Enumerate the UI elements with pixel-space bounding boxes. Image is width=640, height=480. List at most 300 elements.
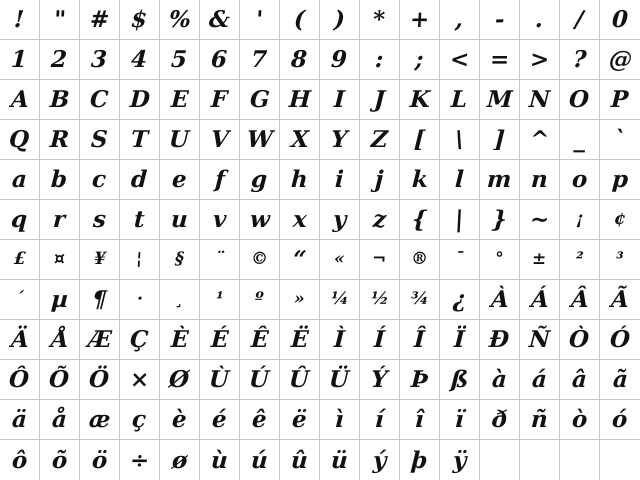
glyph-cell[interactable] — [560, 440, 600, 480]
glyph-cell[interactable] — [200, 200, 240, 240]
glyph-latin-small-p: p — [611, 166, 629, 193]
glyph-cell[interactable] — [160, 80, 200, 120]
glyph-cell[interactable] — [40, 80, 80, 120]
glyph-latin-small-a-acute: á — [531, 366, 548, 393]
glyph-cell[interactable] — [200, 120, 240, 160]
glyph-cell[interactable] — [560, 400, 600, 440]
glyph-cell[interactable] — [240, 120, 280, 160]
glyph-latin-small-eth: ð — [491, 406, 508, 433]
glyph-cell[interactable] — [320, 400, 360, 440]
glyph-cell[interactable] — [440, 440, 480, 480]
glyph-less-than-sign: < — [449, 46, 470, 73]
glyph-cell[interactable] — [280, 200, 320, 240]
glyph-digit-eight: 8 — [290, 46, 309, 73]
glyph-latin-small-ae: æ — [88, 406, 111, 433]
glyph-cell[interactable] — [40, 280, 80, 320]
glyph-cell[interactable] — [280, 120, 320, 160]
glyph-cell[interactable] — [400, 280, 440, 320]
glyph-cell[interactable] — [480, 120, 520, 160]
glyph-cell[interactable] — [520, 400, 560, 440]
glyph-cell[interactable] — [80, 40, 120, 80]
glyph-inverted-exclamation-mark: ¡ — [575, 209, 584, 229]
glyph-latin-capital-y: Y — [330, 126, 349, 153]
glyph-cell[interactable] — [0, 320, 40, 360]
glyph-cell[interactable] — [240, 160, 280, 200]
glyph-cell[interactable] — [240, 400, 280, 440]
glyph-latin-capital-u-diaeresis: Ü — [328, 366, 351, 393]
glyph-colon: : — [374, 46, 385, 73]
glyph-latin-small-b: b — [50, 166, 69, 193]
glyph-cell[interactable] — [440, 120, 480, 160]
glyph-latin-capital-e-grave: È — [170, 326, 189, 353]
glyph-cell[interactable] — [120, 200, 160, 240]
glyph-cell[interactable] — [240, 280, 280, 320]
glyph-cell[interactable] — [320, 440, 360, 480]
glyph-macron: ¯ — [454, 249, 465, 269]
glyph-cell[interactable] — [560, 280, 600, 320]
glyph-cell[interactable] — [560, 200, 600, 240]
glyph-latin-capital-a-diaeresis: Ä — [9, 326, 30, 353]
glyph-cell[interactable] — [120, 80, 160, 120]
glyph-cell[interactable] — [440, 80, 480, 120]
glyph-cell[interactable] — [360, 360, 400, 400]
glyph-cell[interactable] — [320, 120, 360, 160]
glyph-cell[interactable] — [600, 400, 640, 440]
glyph-cell[interactable] — [440, 280, 480, 320]
glyph-cell[interactable] — [360, 160, 400, 200]
glyph-latin-capital-o-circumflex: Ô — [8, 366, 31, 393]
glyph-cell[interactable] — [0, 200, 40, 240]
glyph-cell[interactable] — [0, 440, 40, 480]
glyph-cell[interactable] — [320, 40, 360, 80]
glyph-cell[interactable] — [40, 400, 80, 440]
glyph-cell[interactable] — [440, 0, 480, 40]
glyph-cell[interactable] — [0, 0, 40, 40]
glyph-cell[interactable] — [240, 40, 280, 80]
glyph-full-stop: . — [534, 6, 545, 33]
glyph-tilde: ~ — [529, 206, 550, 233]
glyph-cell[interactable] — [400, 0, 440, 40]
glyph-cell[interactable] — [200, 160, 240, 200]
glyph-cell[interactable] — [40, 200, 80, 240]
glyph-cell[interactable] — [560, 240, 600, 280]
glyph-cell[interactable] — [320, 200, 360, 240]
glyph-cell[interactable] — [40, 160, 80, 200]
glyph-latin-capital-t: T — [130, 126, 149, 153]
glyph-cell[interactable] — [0, 360, 40, 400]
glyph-cell[interactable] — [520, 80, 560, 120]
glyph-cell[interactable] — [120, 440, 160, 480]
glyph-latin-capital-ae: Æ — [86, 326, 113, 353]
glyph-cell[interactable] — [480, 80, 520, 120]
glyph-cell[interactable] — [600, 440, 640, 480]
glyph-cell[interactable] — [520, 240, 560, 280]
glyph-latin-small-w: w — [248, 206, 271, 233]
glyph-cell[interactable] — [0, 160, 40, 200]
glyph-cell[interactable] — [280, 320, 320, 360]
glyph-vertical-line: | — [454, 206, 465, 233]
glyph-cell[interactable] — [0, 400, 40, 440]
glyph-cell[interactable] — [560, 160, 600, 200]
glyph-pilcrow-sign: ¶ — [91, 286, 108, 313]
glyph-cell[interactable] — [320, 0, 360, 40]
glyph-cell[interactable] — [560, 320, 600, 360]
glyph-left-curly-bracket: { — [411, 206, 428, 233]
glyph-cell[interactable] — [240, 80, 280, 120]
glyph-cell[interactable] — [160, 200, 200, 240]
glyph-question-mark: ? — [572, 46, 587, 73]
glyph-cell[interactable] — [240, 240, 280, 280]
glyph-cell[interactable] — [200, 400, 240, 440]
glyph-cell[interactable] — [360, 120, 400, 160]
glyph-cell[interactable] — [320, 320, 360, 360]
glyph-latin-small-t: t — [133, 206, 146, 233]
glyph-micro-sign: µ — [50, 286, 69, 313]
glyph-cell[interactable] — [520, 200, 560, 240]
glyph-cell[interactable] — [80, 0, 120, 40]
glyph-latin-capital-q: Q — [8, 126, 31, 153]
glyph-cell[interactable] — [0, 80, 40, 120]
glyph-cell[interactable] — [400, 120, 440, 160]
glyph-cell[interactable] — [40, 120, 80, 160]
glyph-cell[interactable] — [280, 280, 320, 320]
glyph-cell[interactable] — [160, 120, 200, 160]
glyph-cell[interactable] — [320, 240, 360, 280]
glyph-cell[interactable] — [160, 400, 200, 440]
glyph-exclamation-mark: ! — [13, 6, 26, 33]
glyph-cell[interactable] — [120, 0, 160, 40]
glyph-cell[interactable] — [360, 440, 400, 480]
glyph-cell[interactable] — [40, 360, 80, 400]
glyph-cell[interactable] — [440, 400, 480, 440]
glyph-digit-one: 1 — [10, 46, 29, 73]
glyph-equals-sign: = — [489, 46, 510, 73]
glyph-cell[interactable] — [480, 440, 520, 480]
glyph-cell[interactable] — [200, 0, 240, 40]
glyph-latin-small-h: h — [290, 166, 309, 193]
glyph-latin-capital-e-circumflex: Ê — [250, 326, 269, 353]
glyph-cell[interactable] — [600, 200, 640, 240]
glyph-cell[interactable] — [600, 280, 640, 320]
glyph-cell[interactable] — [0, 120, 40, 160]
glyph-cedilla: ¸ — [174, 289, 185, 309]
glyph-cell[interactable] — [480, 240, 520, 280]
glyph-cell[interactable] — [80, 240, 120, 280]
glyph-latin-small-l: l — [454, 166, 465, 193]
glyph-latin-capital-b: B — [49, 86, 70, 113]
glyph-cell[interactable] — [520, 320, 560, 360]
glyph-cell[interactable] — [440, 240, 480, 280]
glyph-latin-small-d: d — [130, 166, 149, 193]
glyph-cell[interactable] — [400, 200, 440, 240]
glyph-cell[interactable] — [360, 400, 400, 440]
glyph-cell[interactable] — [280, 0, 320, 40]
glyph-cell[interactable] — [160, 320, 200, 360]
glyph-cell[interactable] — [120, 360, 160, 400]
glyph-cell[interactable] — [480, 280, 520, 320]
glyph-cell[interactable] — [320, 160, 360, 200]
glyph-cell[interactable] — [80, 320, 120, 360]
glyph-cell[interactable] — [200, 360, 240, 400]
glyph-cell[interactable] — [520, 160, 560, 200]
glyph-latin-small-y: y — [332, 206, 347, 233]
glyph-masculine-ordinal-indicator: º — [254, 289, 265, 309]
glyph-multiplication-sign: × — [129, 366, 150, 393]
glyph-latin-small-i-grave: ì — [334, 406, 345, 433]
glyph-cell[interactable] — [160, 280, 200, 320]
glyph-cell[interactable] — [40, 0, 80, 40]
glyph-latin-small-g: g — [250, 166, 269, 193]
glyph-cell[interactable] — [560, 120, 600, 160]
glyph-latin-small-i: i — [334, 166, 345, 193]
glyph-latin-small-o-stroke: ø — [171, 446, 188, 474]
glyph-cell[interactable] — [440, 160, 480, 200]
glyph-latin-capital-j: J — [373, 86, 386, 113]
glyph-cell[interactable] — [120, 240, 160, 280]
glyph-cell[interactable] — [400, 80, 440, 120]
glyph-cell[interactable] — [560, 40, 600, 80]
glyph-cell[interactable] — [0, 280, 40, 320]
glyph-latin-capital-l: L — [450, 86, 469, 113]
glyph-cell[interactable] — [160, 160, 200, 200]
glyph-cell[interactable] — [40, 320, 80, 360]
glyph-cell[interactable] — [120, 160, 160, 200]
glyph-cell[interactable] — [400, 160, 440, 200]
glyph-latin-small-sharp-s: ß — [450, 366, 469, 393]
glyph-cell[interactable] — [80, 440, 120, 480]
glyph-reverse-solidus: \ — [454, 126, 465, 153]
glyph-cell[interactable] — [560, 360, 600, 400]
glyph-cell[interactable] — [280, 160, 320, 200]
glyph-latin-small-s: s — [92, 206, 107, 233]
glyph-apostrophe: ' — [255, 6, 264, 33]
glyph-digit-zero: 0 — [611, 6, 629, 33]
glyph-cell[interactable] — [520, 0, 560, 40]
glyph-cell[interactable] — [240, 200, 280, 240]
glyph-latin-small-y-acute: ý — [372, 446, 387, 474]
glyph-cell[interactable] — [480, 40, 520, 80]
glyph-cell[interactable] — [160, 0, 200, 40]
glyph-cell[interactable] — [520, 440, 560, 480]
glyph-grave-accent: ` — [613, 126, 627, 153]
glyph-latin-capital-u-acute: Ú — [248, 366, 271, 393]
glyph-cell[interactable] — [200, 280, 240, 320]
glyph-cell[interactable] — [600, 160, 640, 200]
glyph-latin-small-k: k — [410, 166, 429, 193]
glyph-cell[interactable] — [240, 320, 280, 360]
glyph-cell[interactable] — [320, 80, 360, 120]
glyph-superscript-one: ¹ — [215, 289, 224, 309]
glyph-cell[interactable] — [600, 40, 640, 80]
glyph-latin-capital-m: M — [486, 86, 513, 113]
glyph-cell[interactable] — [520, 280, 560, 320]
glyph-latin-small-a-grave: à — [491, 366, 508, 393]
glyph-latin-small-v: v — [212, 206, 227, 233]
glyph-latin-capital-d: D — [128, 86, 151, 113]
glyph-cell[interactable] — [40, 240, 80, 280]
glyph-cell[interactable] — [200, 240, 240, 280]
glyph-cell[interactable] — [80, 280, 120, 320]
glyph-cell[interactable] — [480, 200, 520, 240]
glyph-cell[interactable] — [80, 120, 120, 160]
glyph-cell[interactable] — [480, 360, 520, 400]
glyph-latin-capital-o: O — [568, 86, 591, 113]
glyph-plus-sign: + — [409, 6, 430, 33]
glyph-latin-capital-e: E — [170, 86, 189, 113]
glyph-cell[interactable] — [120, 400, 160, 440]
glyph-cell[interactable] — [560, 80, 600, 120]
glyph-cell[interactable] — [520, 120, 560, 160]
glyph-latin-capital-i-circumflex: Î — [413, 326, 426, 353]
glyph-cell[interactable] — [280, 360, 320, 400]
glyph-cell[interactable] — [240, 360, 280, 400]
glyph-latin-capital-o-grave: Ò — [568, 326, 591, 353]
glyph-cell[interactable] — [40, 440, 80, 480]
glyph-cell[interactable] — [400, 360, 440, 400]
glyph-latin-capital-r: R — [49, 126, 70, 153]
glyph-cell[interactable] — [0, 40, 40, 80]
glyph-cell[interactable] — [200, 40, 240, 80]
glyph-cell[interactable] — [360, 240, 400, 280]
glyph-cell[interactable] — [280, 440, 320, 480]
glyph-cell[interactable] — [520, 360, 560, 400]
glyph-cell[interactable] — [400, 400, 440, 440]
glyph-cell[interactable] — [480, 400, 520, 440]
glyph-latin-small-r: r — [52, 206, 67, 233]
glyph-cell[interactable] — [160, 40, 200, 80]
glyph-cell[interactable] — [320, 360, 360, 400]
glyph-latin-capital-f: F — [210, 86, 229, 113]
glyph-latin-capital-a-acute: Á — [529, 286, 550, 313]
glyph-latin-capital-c: C — [89, 86, 110, 113]
glyph-cell[interactable] — [0, 240, 40, 280]
glyph-latin-small-o-circumflex: ô — [11, 446, 28, 474]
glyph-greater-than-sign: > — [529, 46, 550, 73]
glyph-cell[interactable] — [360, 280, 400, 320]
glyph-cell[interactable] — [160, 440, 200, 480]
glyph-cell[interactable] — [280, 400, 320, 440]
glyph-cell[interactable] — [400, 440, 440, 480]
glyph-cell[interactable] — [120, 280, 160, 320]
glyph-cell[interactable] — [80, 200, 120, 240]
glyph-latin-small-u-diaeresis: ü — [330, 446, 349, 474]
glyph-cell[interactable] — [440, 360, 480, 400]
glyph-right-parenthesis: ) — [333, 6, 346, 33]
glyph-cell[interactable] — [360, 0, 400, 40]
glyph-pound-sign: £ — [13, 249, 26, 269]
glyph-cell[interactable] — [360, 200, 400, 240]
glyph-latin-small-o-diaeresis: ö — [91, 446, 108, 474]
glyph-cell[interactable] — [80, 80, 120, 120]
glyph-cell[interactable] — [600, 240, 640, 280]
glyph-cell[interactable] — [440, 320, 480, 360]
glyph-cell[interactable] — [280, 40, 320, 80]
glyph-cell[interactable] — [600, 0, 640, 40]
glyph-cell[interactable] — [360, 40, 400, 80]
glyph-cell[interactable] — [400, 240, 440, 280]
glyph-cell[interactable] — [80, 400, 120, 440]
glyph-cell[interactable] — [120, 40, 160, 80]
glyph-cell[interactable] — [160, 240, 200, 280]
glyph-latin-capital-u: U — [168, 126, 191, 153]
glyph-section-sign: § — [174, 249, 185, 269]
glyph-cell[interactable] — [320, 280, 360, 320]
glyph-latin-capital-z: Z — [370, 126, 389, 153]
glyph-asterisk: * — [372, 6, 387, 33]
glyph-digit-seven: 7 — [250, 46, 269, 73]
glyph-cell[interactable] — [520, 40, 560, 80]
glyph-solidus: / — [574, 6, 585, 33]
glyph-latin-capital-thorn: Þ — [410, 366, 429, 393]
glyph-cell[interactable] — [400, 40, 440, 80]
glyph-cell[interactable] — [400, 320, 440, 360]
glyph-cell[interactable] — [440, 200, 480, 240]
glyph-cell[interactable] — [200, 80, 240, 120]
glyph-cell[interactable] — [280, 80, 320, 120]
glyph-cell[interactable] — [480, 0, 520, 40]
glyph-latin-small-u-circumflex: û — [290, 446, 309, 474]
glyph-ampersand: & — [208, 6, 231, 33]
glyph-cell[interactable] — [40, 40, 80, 80]
glyph-left-double-angle-quotation-mark: « — [333, 249, 346, 269]
glyph-latin-small-j: j — [374, 166, 385, 193]
glyph-latin-small-c-cedilla: ç — [131, 406, 148, 433]
glyph-left-double-quotation-mark: “ — [292, 246, 307, 273]
glyph-latin-small-n-tilde: ñ — [530, 406, 549, 433]
glyph-cell[interactable] — [600, 360, 640, 400]
glyph-cell[interactable] — [80, 360, 120, 400]
glyph-latin-capital-i-grave: Ì — [333, 326, 346, 353]
glyph-cell[interactable] — [120, 320, 160, 360]
glyph-cell[interactable] — [440, 40, 480, 80]
glyph-cell[interactable] — [560, 0, 600, 40]
glyph-cell[interactable] — [480, 160, 520, 200]
glyph-yen-sign: ¥ — [93, 249, 106, 269]
glyph-cell[interactable] — [240, 0, 280, 40]
glyph-digit-three: 3 — [90, 46, 109, 73]
glyph-latin-small-y-diaeresis: ÿ — [452, 446, 467, 474]
glyph-cell[interactable] — [360, 320, 400, 360]
glyph-cell[interactable] — [600, 120, 640, 160]
glyph-latin-small-o-grave: ò — [571, 406, 588, 433]
glyph-cell[interactable] — [280, 240, 320, 280]
glyph-latin-capital-c-cedilla: Ç — [129, 326, 150, 353]
glyph-latin-capital-x: X — [289, 126, 310, 153]
glyph-superscript-three: ³ — [615, 249, 625, 269]
glyph-cell[interactable] — [360, 80, 400, 120]
glyph-latin-small-n: n — [530, 166, 549, 193]
glyph-latin-capital-n-tilde: Ñ — [528, 326, 551, 353]
glyph-digit-nine: 9 — [330, 46, 349, 73]
glyph-cell[interactable] — [600, 80, 640, 120]
glyph-vulgar-fraction-one-quarter: ¼ — [330, 289, 349, 309]
glyph-cell[interactable] — [600, 320, 640, 360]
glyph-comma: , — [454, 6, 465, 33]
glyph-cell[interactable] — [80, 160, 120, 200]
glyph-latin-capital-a-ring: Å — [49, 326, 70, 353]
glyph-cell[interactable] — [240, 440, 280, 480]
glyph-latin-small-a-circumflex: â — [571, 366, 588, 393]
glyph-latin-small-o-tilde: õ — [51, 446, 68, 474]
glyph-diaeresis: ¨ — [214, 249, 225, 269]
glyph-cell[interactable] — [120, 120, 160, 160]
glyph-latin-capital-i-acute: Í — [373, 326, 386, 353]
glyph-cell[interactable] — [200, 440, 240, 480]
glyph-cell[interactable] — [200, 320, 240, 360]
glyph-cell[interactable] — [160, 360, 200, 400]
glyph-latin-capital-u-grave: Ù — [208, 366, 231, 393]
glyph-cell[interactable] — [480, 320, 520, 360]
